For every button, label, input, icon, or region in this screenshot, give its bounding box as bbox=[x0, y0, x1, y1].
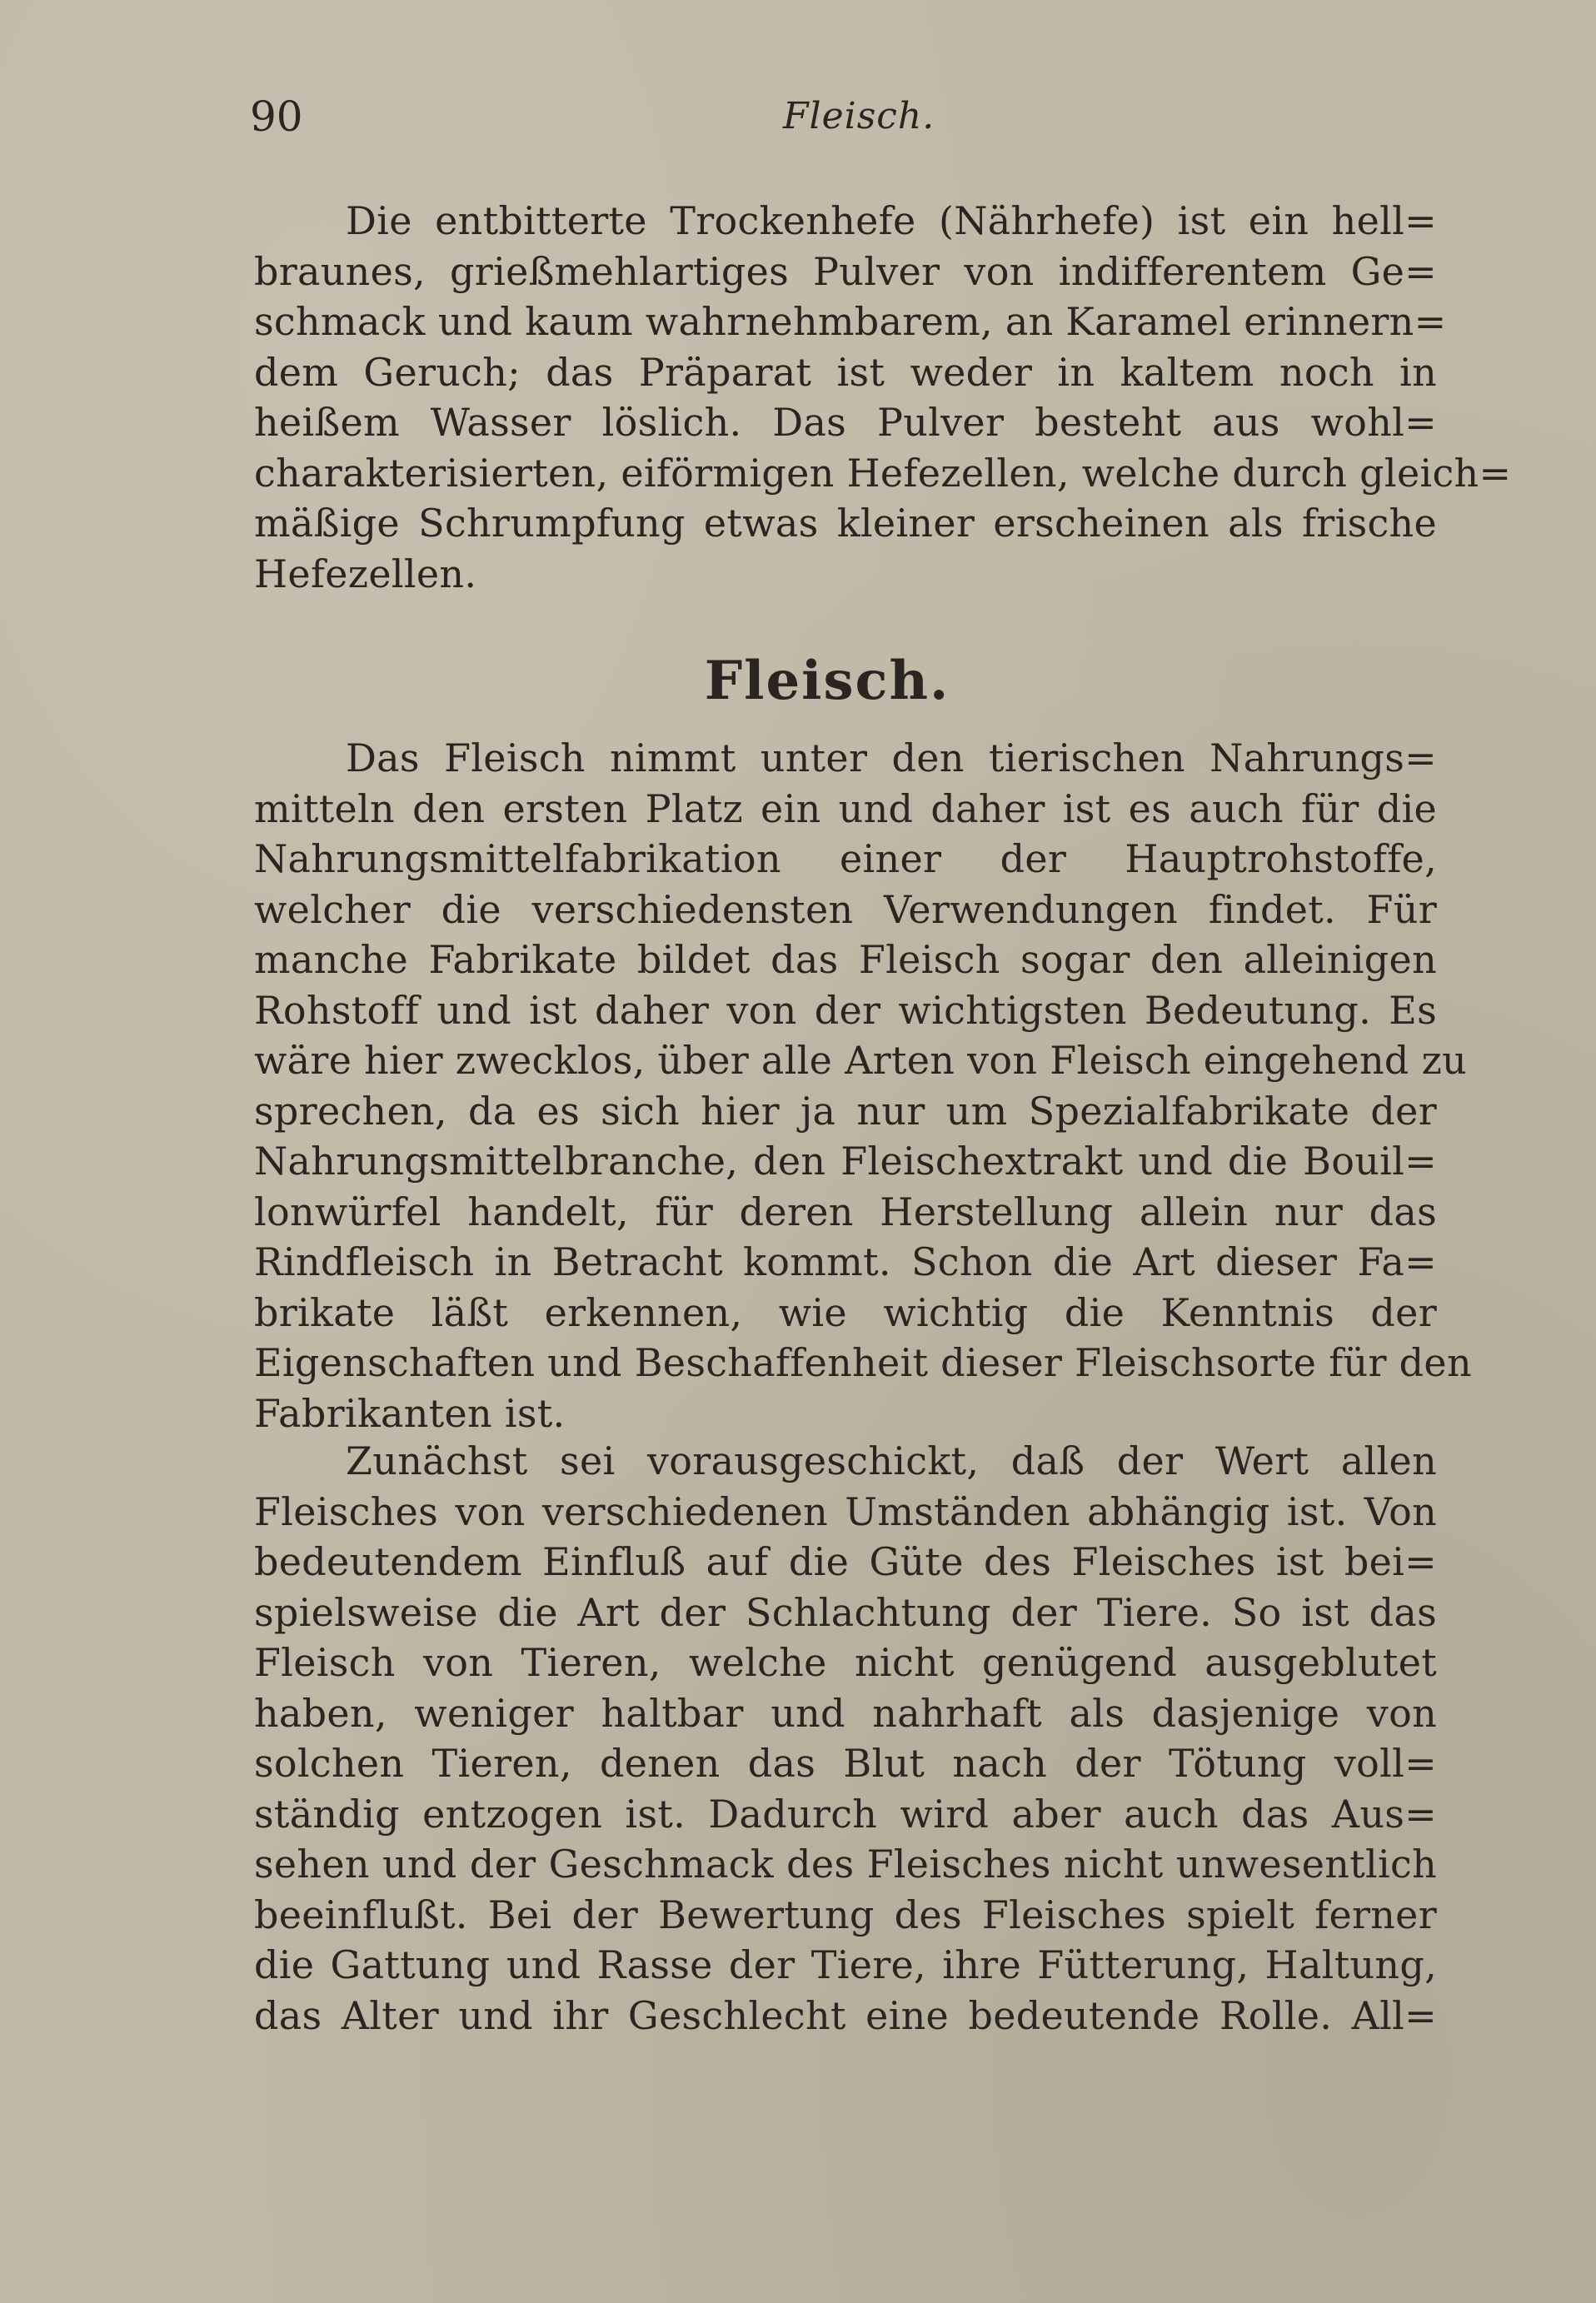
text-line: Nahrungsmittelfabrikation einer der Hauptrohstoffe, bbox=[254, 836, 1437, 881]
text-line: spielsweise die Art der Schlachtung der Tiere. So ist das bbox=[254, 1589, 1437, 1635]
text-line: braunes, grießmehlartiges Pulver von indifferentem Ge= bbox=[254, 248, 1437, 294]
text-line: die Gattung und Rasse der Tiere, ihre Fütterung, Haltung, bbox=[254, 1942, 1437, 1987]
text-line: welcher die verschiedensten Verwendungen findet. Für bbox=[254, 886, 1437, 932]
text-line: Das Fleisch nimmt unter den tierischen Nahrungs= bbox=[346, 735, 1437, 780]
text-line: heißem Wasser löslich. Das Pulver besteht aus wohl= bbox=[254, 400, 1437, 445]
text-line: Die entbitterte Trockenhefe (Nährhefe) ist ein hell= bbox=[346, 198, 1437, 243]
text-line: manche Fabrikate bildet das Fleisch sogar den alleinigen bbox=[254, 937, 1437, 982]
text-line: dem Geruch; das Präparat ist weder in kaltem noch in bbox=[254, 349, 1437, 395]
text-line: Rohstoff und ist daher von der wichtigsten Bedeutung. Es bbox=[254, 987, 1437, 1033]
text-line: ständig entzogen ist. Dadurch wird aber auch das Aus= bbox=[254, 1791, 1437, 1837]
text-line: schmack und kaum wahrnehmbarem, an Karamel erinnern= bbox=[254, 299, 1447, 344]
text-line: Eigenschaften und Beschaffenheit dieser Fleischsorte für den bbox=[254, 1340, 1472, 1385]
text-line: Fleisch von Tieren, welche nicht genügend ausgeblutet bbox=[254, 1640, 1437, 1685]
text-line: Zunächst sei vorausgeschickt, daß der Wert allen bbox=[346, 1438, 1437, 1483]
text-line: Fabrikanten ist. bbox=[254, 1390, 566, 1436]
paragraph-1 bbox=[254, 733, 1472, 1438]
text-line: lonwürfel handelt, für deren Herstellung allein nur das bbox=[254, 1189, 1437, 1234]
text-line: solchen Tieren, denen das Blut nach der Tötung voll= bbox=[254, 1741, 1437, 1786]
text-line: sprechen, da es sich hier ja nur um Spezialfabrikate der bbox=[254, 1088, 1437, 1134]
text-line: Fleisches von verschiedenen Umständen abhängig ist. Von bbox=[254, 1488, 1437, 1534]
section-heading-text: Fleisch. bbox=[704, 650, 950, 712]
text-line: Nahrungsmittelbranche, den Fleischextrakt und die Bouil= bbox=[254, 1139, 1437, 1184]
intro-paragraph bbox=[254, 196, 1512, 599]
text-line: mäßige Schrumpfung etwas kleiner erscheinen als frische bbox=[254, 501, 1437, 546]
text-line: charakterisierten, eiförmigen Hefezellen, welche durch gleich= bbox=[254, 450, 1512, 496]
text-line: mitteln den ersten Platz ein und daher ist es auch für die bbox=[254, 785, 1437, 831]
page-header bbox=[250, 83, 1441, 150]
text-line: bedeutendem Einfluß auf die Güte des Fleisches ist bei= bbox=[254, 1539, 1437, 1584]
section-heading bbox=[0, 650, 1596, 712]
text-line: beeinflußt. Bei der Bewertung des Fleisches spielt ferner bbox=[254, 1892, 1437, 1937]
paragraph-2 bbox=[254, 1436, 1437, 2041]
text-line: brikate läßt erkennen, wie wichtig die Kenntnis der bbox=[254, 1289, 1437, 1335]
text-line: Rindfleisch in Betracht kommt. Schon die Art dieser Fa= bbox=[254, 1239, 1437, 1284]
text-line: wäre hier zwecklos, über alle Arten von Fleisch eingehend zu bbox=[254, 1038, 1468, 1083]
text-line: Hefezellen. bbox=[254, 551, 477, 596]
text-line: sehen und der Geschmack des Fleisches nicht unwesentlich bbox=[254, 1842, 1437, 1887]
text-line: das Alter und ihr Geschlecht eine bedeutende Rolle. All= bbox=[254, 1992, 1437, 2038]
text-line: haben, weniger haltbar und nahrhaft als dasjenige von bbox=[254, 1690, 1437, 1736]
running-title: Fleisch. bbox=[783, 95, 935, 137]
page-number: 90 bbox=[250, 92, 303, 141]
